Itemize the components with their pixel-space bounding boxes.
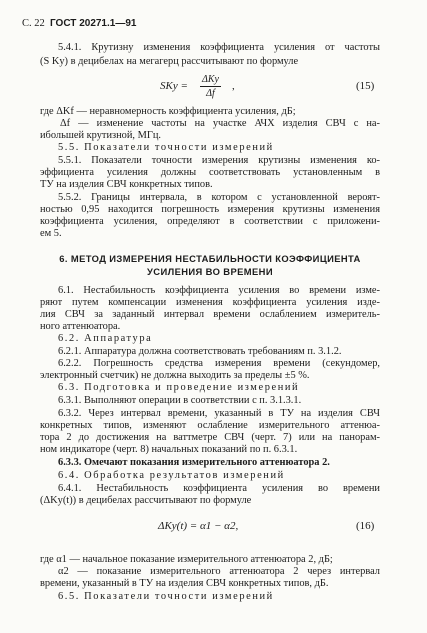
para-632-line-2: конкретных типов, изменяют ослабление измерительного аттенюа- <box>40 420 380 431</box>
para-622-line-2: электронный счетчик) не должна выходить за пределы ±5 %. <box>40 370 310 381</box>
section-6-heading-line-1: 6. МЕТОД ИЗМЕРЕНИЯ НЕСТАБИЛЬНОСТИ КОЭФФИЦИЕНТА <box>59 253 361 264</box>
para-633: 6.3.3. Омечают показания измерительного аттенюатора 2. <box>58 457 330 468</box>
heading-5-5: 5.5. Показатели точности измерений <box>58 142 274 153</box>
para-551-line-1: 5.5.1. Показатели точности измерения крутизны изменения ко- <box>58 155 380 166</box>
equation-number-16: (16) <box>356 520 375 532</box>
formula-15-lhs: SKy = <box>160 80 188 92</box>
formula-15-denominator: Δf <box>206 88 215 99</box>
para-61-line-1: 6.1. Нестабильность коэффициента усиления во времени изме- <box>58 285 380 296</box>
formula-15-comma: , <box>232 80 235 92</box>
para-541-line-1: 5.4.1. Крутизну изменения коэффициента усиления от частоты <box>58 42 380 53</box>
para-641-line-1: 6.4.1. Нестабильность коэффициента усиления во времени <box>58 483 380 494</box>
formula-15-fraction <box>200 74 221 99</box>
page-header <box>22 18 136 29</box>
para-632-line-3: тора 2 до достижения на ваттметре СВЧ (черт. 7) или на панорам- <box>40 432 380 443</box>
para-552-line-3: коэффициента усиления, определяют в соответствии с приложени- <box>40 216 380 227</box>
formula-16: ΔKy(t) = α1 − α2, <box>158 520 239 532</box>
para-552-line-1: 5.5.2. Границы интервала, в котором с установленной вероят- <box>58 192 380 203</box>
where-2-line-2: α2 — показание измерительного аттенюатора 2 через интервал <box>58 566 380 577</box>
para-552-line-4: ем 5. <box>40 228 62 239</box>
heading-6-5: 6.5. Показатели точности измерений <box>58 591 274 602</box>
page-number: С. 22 <box>22 18 45 29</box>
para-632-line-1: 6.3.2. Через интервал времени, указанный в ТУ на изделия СВЧ <box>58 408 380 419</box>
para-61-line-3: лия СВЧ за заданный интервал времени ослаблением измеритель- <box>40 309 380 320</box>
where-1-line-3: ибольшей крутизной, МГц. <box>40 130 162 141</box>
section-6-heading-line-2: УСИЛЕНИЯ ВО ВРЕМЕНИ <box>147 266 273 277</box>
where-1-line-2: Δf — изменение частоты на участке АЧХ изделия СВЧ с на- <box>60 118 380 129</box>
where-1-line-1: где ΔKf — неравномерность коэффициента усиления, дБ; <box>40 106 296 117</box>
equation-number-15: (15) <box>356 80 375 92</box>
where-2-line-3: времени, указанный в ТУ на изделия СВЧ конкретных типов, дБ. <box>40 578 329 589</box>
heading-6-2: 6.2. Аппаратура <box>58 333 153 344</box>
para-632-line-4: ном индикаторе (черт. 8) начальных показаний по п. 6.3.1. <box>40 444 298 455</box>
para-622-line-1: 6.2.2. Погрешность средства измерения времени (секундомер, <box>58 358 380 369</box>
heading-6-4: 6.4. Обработка результатов измерений <box>58 470 285 481</box>
para-631: 6.3.1. Выполняют операции в соответствии с п. 3.1.3.1. <box>58 395 302 406</box>
para-541-line-2: (S Ky) в децибелах на мегагерц рассчитывают по формуле <box>40 56 299 67</box>
para-551-line-3: ТУ на изделия СВЧ конкретных типов. <box>40 179 213 190</box>
standard-code: ГОСТ 20271.1—91 <box>50 18 137 29</box>
para-551-line-2: эффициента усиления должны соответствовать установленным в <box>40 167 380 178</box>
para-641-line-2: (ΔKy(t)) в децибелах рассчитывают по формуле <box>40 495 252 506</box>
para-61-line-2: ряют путем компенсации изменения коэффициента усиления изде- <box>40 297 380 308</box>
para-61-line-4: ного аттенюатора. <box>40 321 121 332</box>
formula-15-numerator: ΔKy <box>202 74 219 85</box>
para-621: 6.2.1. Аппаратура должна соответствовать требованиям п. 3.1.2. <box>58 346 342 357</box>
para-552-line-2: ностью 0,95 находится погрешность измерения крутизны изменения <box>40 204 380 215</box>
where-2-line-1: где α1 — начальное показание измерительного аттенюатора 2, дБ; <box>40 554 333 565</box>
heading-6-3: 6.3. Подготовка и проведение измерений <box>58 382 300 393</box>
